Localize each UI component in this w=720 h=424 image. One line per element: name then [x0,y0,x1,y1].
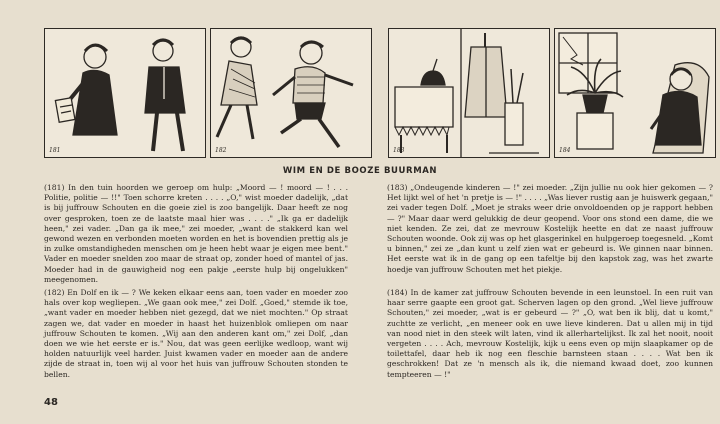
panel-182-illustration [211,29,372,158]
panel-182 [210,28,372,158]
paragraph-181: (181) In den tuin hoorden we geroep om hulp: „Moord — ! moord — ! . . . Politie, politie — !!" Toen schorre kreten . . . . „O," wist moeder dadelijk, „dat is bij juffrouw Schouten en die goeie ziel is zoo bangelijk. Daar heeft ze nog over gesproken, toen ze de laatste maal hier was . . . ." „Ik ga er dadelijk heen," zei vader. „Dan ga ik mee," zei moeder, „want de stakkerd kan wel gewond wezen en verbonden moeten worden en het is bovendien prettig als je in zulke omstandigheden menschen om je heen hebt waar je eigen mee bent." Vader en moeder snelden zoo maar de straat op, zonder hoed of mantel of jas. Moeder had in de gauwigheid nog een pakje „eerste hulp bij ongelukken" meegenomen. [44,183,348,284]
paragraph-182: (182) En Dolf en ik — ? We keken elkaar eens aan, toen vader en moeder zoo hals over kop wegliepen. „We gaan ook mee," zei Dolf. „Goed," stemde ik toe, „want vader en moeder hebben niet gezegd, dat we niet mochten." Op straat zagen we, dat vader en moeder in haast het huizenblok omliepen om naar juffrouw Schouten te komen. „Wij aan den anderen kant om," zei Dolf, „dan doen we wie het eerste er is." Nou, dat was geen eerlijke wedloop, want wij holden natuurlijk veel harder. Juist kwamen vader en moeder aan de andere zijde de straat in, toen wij al voor het huis van juffrouw Schouten stonden te bellen. [44,288,348,379]
panel-184-illustration [555,29,716,158]
comic-strip [44,28,716,158]
panel-183 [388,28,550,158]
panel-number: 182 [215,147,227,154]
page-number: 48 [44,397,58,408]
panel-181-illustration [45,29,206,158]
panel-number: 181 [49,147,61,154]
panel-181 [44,28,206,158]
panel-184 [554,28,716,158]
panel-183-illustration [389,29,550,158]
paragraph-183: (183) „Ondeugende kinderen — !" zei moeder. „Zijn jullie nu ook hier gekomen — ? Het lijkt wel of het 'n pretje is — !" . . . . „Was liever rustig aan je huiswerk gegaan," zei vader tegen Dolf. „Moet je straks weer drie onvoldoenden op je rapport hebben — ?" Maar daar werd gelukkig de deur geopend. Voor ons stond een dame, die we niet kenden. Ze zei, dat ze mevrouw Kostelijk heette en dat ze naast juffrouw Schouten woonde. Ook zij was op het glasgerinkel en hulpgeroep toegesneld. „Komt u binnen," zei ze „dan kunt u zelf zien wat er gebeurd is. We ginnen naar binnen. Het eerste wat ik in de gang op een tafeltje bij den kapstok zag, was het zwarte hoedje van juffrouw Schouten met het piekje. [387,183,713,274]
panel-number: 183 [393,147,405,154]
paragraph-184: (184) In de kamer zat juffrouw Schouten bevende in een leunstoel. In een ruit van haar serre gaapte een groot gat. Scherven lagen op den grond. „Wel lieve juffrouw Schouten," zei moeder, „wat is er gebeurd — ?" „O, wat ben ik blij, dat u komt," zuchtte ze verlicht, „en meneer ook en uwe lieve kinderen. Dat u allen mij in tijd van nood niet in den steek wilt laten, vind ik allerhartelijkst. Ik zal het nooit, nooit vergeten . . . . Ach, mevrouw Kostelijk, kijk u eens even op mijn slaapkamer op de toilettafel, daar heb ik nog een fleschie barnsteen staan . . . . Wat ben ik geschrokken! Dat ze 'n mensch als ik, die niemand kwaad doet, zoo kunnen tempteeren — !" [387,288,713,379]
panel-number: 184 [559,147,571,154]
story-title: WIM EN DE BOOZE BUURMAN [282,166,438,176]
